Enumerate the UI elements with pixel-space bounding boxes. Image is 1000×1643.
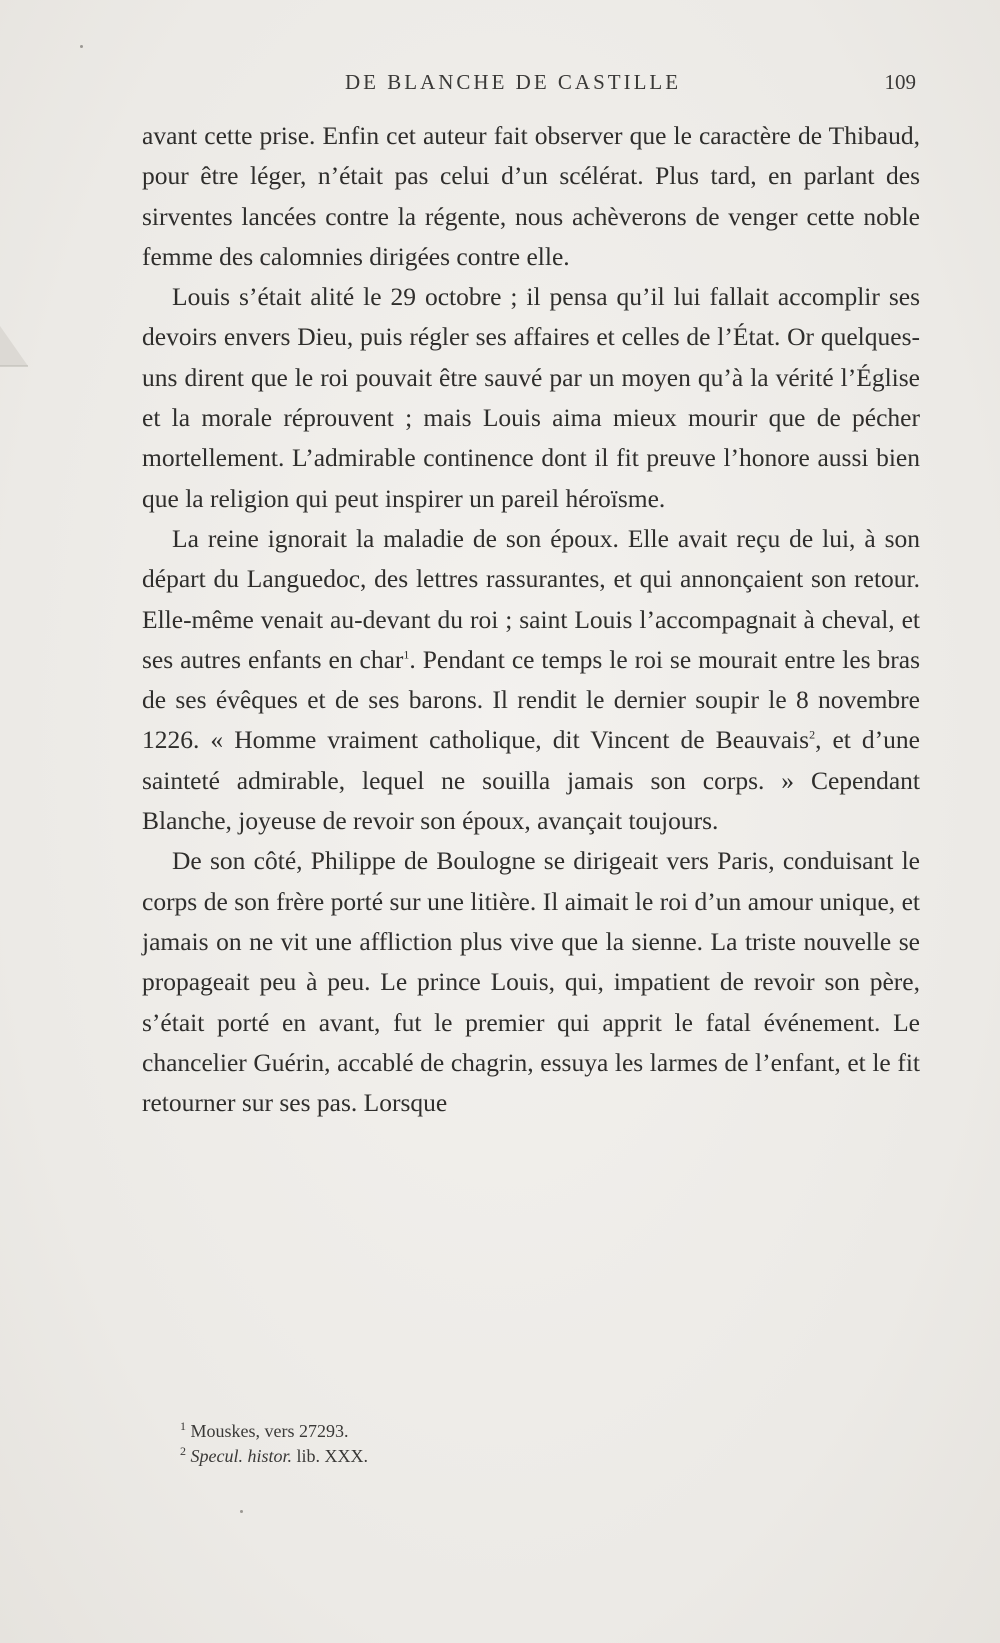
- footnote: [180, 1419, 780, 1444]
- margin-tab-mark: [0, 326, 30, 370]
- footnote-marker: 2: [180, 1444, 186, 1458]
- running-title: DE BLANCHE DE CASTILLE: [345, 70, 682, 94]
- footnote-ref: 1: [403, 647, 410, 662]
- footnotes: [180, 1419, 780, 1469]
- paragraph: De son côté, Philippe de Boulogne se dirigeait vers Paris, conduisant le corps de son frère porté sur une litière. Il aimait le roi d’un amour unique, et jamais on ne vit une affliction plus vive que la sienne. La triste nouvelle se propageait peu à peu. Le prince Louis, qui, impatient de revoir son père, s’était porté en avant, fut le premier qui apprit le fatal événement. Le chancelier Guérin, accablé de chagrin, essuya les larmes de l’enfant, et le fit retourner sur ses pas. Lorsque: [142, 846, 920, 1118]
- paragraph: Louis s’était alité le 29 octobre ; il pensa qu’il lui fallait accomplir ses devoirs envers Dieu, puis régler ses affaires et celles de l’État. Or quelques-uns dirent que le roi pouvait être sauvé par un moyen qu’à la vérité l’Église et la morale réprouvent ; mais Louis aima mieux mourir que de pécher mortellement. L’admirable continence dont il fit preuve l’honore aussi bien que la religion qui peut inspirer un pareil héroïsme.: [142, 282, 920, 513]
- paper-speck: [240, 1510, 243, 1513]
- footnote-title: Specul. histor.: [190, 1446, 292, 1466]
- footnote-text: Mouskes, vers 27293.: [190, 1421, 349, 1441]
- running-head: [140, 70, 920, 100]
- footnote-ref: 2: [809, 727, 816, 742]
- footnote-text: lib. XXX.: [292, 1446, 368, 1466]
- footnote: [180, 1444, 780, 1469]
- footnote-marker: 1: [180, 1419, 186, 1433]
- paragraph: avant cette prise. Enfin cet auteur fait observer que le caractère de Thibaud, pour être léger, n’était pas celui d’un scélérat. Plus tard, en parlant des sirventes lancées contre la régente, nous achèverons de venger cette noble femme des calomnies dirigées contre elle.: [142, 121, 920, 271]
- paragraph-text: , et d’une sainteté admirable, lequel ne souilla jamais son corps. » Cependant Blanche, joyeuse de revoir son époux, avançait toujours.: [142, 725, 920, 836]
- paragraph: [142, 519, 920, 841]
- paper-speck: [80, 45, 83, 48]
- body-text: [142, 116, 920, 1123]
- page-number: 109: [884, 70, 916, 94]
- paragraph-text: . Pendant ce temps le roi se mourait entre les bras de ses évêques et de ses barons. Il rendit le dernier soupir le 8 novembre 1226. « Homme vraiment catholique, dit Vincent de Beauvais: [142, 644, 920, 755]
- paragraph-text: La reine ignorait la maladie de son époux. Elle avait reçu de lui, à son départ du Languedoc, des lettres rassurantes, et qui annonçaient son retour. Elle-même venait au-devant du roi ; saint Louis l’accompagnait à cheval, et ses autres enfants en char: [142, 523, 920, 674]
